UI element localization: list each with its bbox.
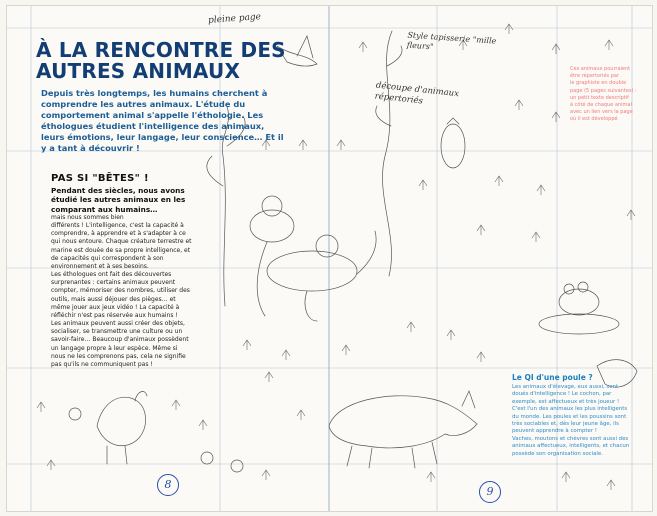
red-annotation-line: le graphiste en double	[570, 80, 627, 87]
spread-title: À LA RENCONTRE DES AUTRES ANIMAUX	[36, 38, 286, 83]
sidebox-heading: Le QI d'une poule ?	[512, 373, 593, 382]
sidebar-line: nous ne les comprenons pas, cela ne signifie	[51, 352, 186, 360]
handnote-pleine-page: pleine page	[207, 12, 262, 26]
page-number-left: 8	[157, 474, 179, 496]
handnote-style: Style tapisserie "mille fleurs"	[406, 30, 497, 52]
sidebox-line: exemple, est affectueux et très joueur !	[512, 398, 620, 405]
sidebar-line: pas qu'ils ne communiquent pas !	[51, 360, 153, 368]
sidebox-line: animaux affectueux, intelligents, et chacun	[512, 443, 630, 450]
red-annotation	[570, 66, 646, 124]
sidebar-line: environnement et à ses besoins.	[51, 262, 149, 270]
red-annotation-line: avec un lien vers la page	[570, 109, 633, 116]
sidebar-line: un langage propre à leur espèce. Même si	[51, 344, 178, 352]
sidebar-line: savoir-faire… Beaucoup d'animaux possèdent	[51, 336, 189, 344]
sidebar-line: socialiser, se transmettre une culture ou un	[51, 328, 183, 336]
sidebox-line: du monde. Les poules et les poussins sont	[512, 413, 627, 420]
sidebar-line: outils, mais aussi déjouer des pièges… et	[51, 295, 176, 303]
sidebox-line: doués d'intelligence ! Le cochon, par	[512, 391, 612, 398]
sidebox-line: très sociables et, dès leur jeune âge, ils	[512, 421, 619, 428]
red-annotation-line: un petit texte descriptif	[570, 94, 629, 101]
sidebar-lead: Pendant des siècles, nous avons étudié les autres animaux en les comparant aux humains…	[51, 186, 186, 214]
sidebox-line: possède son organisation sociale.	[512, 450, 603, 457]
sidebar-line: Les éthologues ont fait des découvertes	[51, 271, 172, 279]
sidebar-line: mais nous sommes bien	[51, 214, 124, 221]
page-number-right: 9	[479, 481, 501, 503]
red-annotation-line: être répertoriés par	[570, 73, 620, 80]
sidebox-line: peuvent apprendre à compter !	[512, 428, 597, 435]
sidebar-line: de capacités qui correspondent à son	[51, 254, 164, 262]
sidebar-line: réfléchir n'est pas réservée aux humains !	[51, 311, 178, 319]
red-annotation-line: Ces animaux pourraient	[570, 66, 631, 72]
sidebar-line: différents ! L'intelligence, c'est la capacité à	[51, 222, 184, 230]
magazine-spread	[6, 5, 653, 512]
red-annotation-line: page (5 pages suivantes) :	[570, 87, 637, 94]
sidebox-body	[512, 384, 640, 458]
sidebox-line: Les animaux d'élevage, eux aussi, sont	[512, 384, 619, 390]
sidebar-line: compter, mémoriser des nombres, utiliser des	[51, 287, 190, 295]
sidebar-line: comprendre, à apprendre et à s'adapter à ce	[51, 230, 186, 238]
sidebox-line: Vaches, moutons et chèvres sont aussi des	[512, 435, 629, 442]
sidebar-line: Les animaux peuvent aussi créer des objets,	[51, 320, 185, 328]
sidebar-line: qui nous entoure. Chaque créature terrestre et	[51, 238, 192, 246]
red-annotation-line: à côté de chaque animal	[570, 102, 632, 109]
handnote-decoupe: découpe d'animaux répertoriés	[374, 80, 460, 107]
sidebar-line: surprenantes : certains animaux peuvent	[51, 279, 176, 287]
sidebar-body	[51, 214, 213, 369]
sidebox-line: C'est l'un des animaux les plus intelligents	[512, 406, 628, 413]
sidebar-heading: PAS SI "BÊTES" !	[51, 173, 149, 184]
sidebar-line: marine est douée de sa propre intelligence, et	[51, 246, 191, 254]
red-annotation-line: où il est développé	[570, 116, 618, 123]
sidebar-line: même jouer aux jeux vidéo ! La capacité à	[51, 303, 180, 311]
intro-paragraph: Depuis très longtemps, les humains cherchent à comprendre les autres animaux. L'étude du comportement animal s'appelle l'éthologie. Les éthologues étudient l'intelligence des animaux, leurs émotions, leur langage, leur conscience… Et il y a tant à découvrir !	[41, 88, 284, 154]
